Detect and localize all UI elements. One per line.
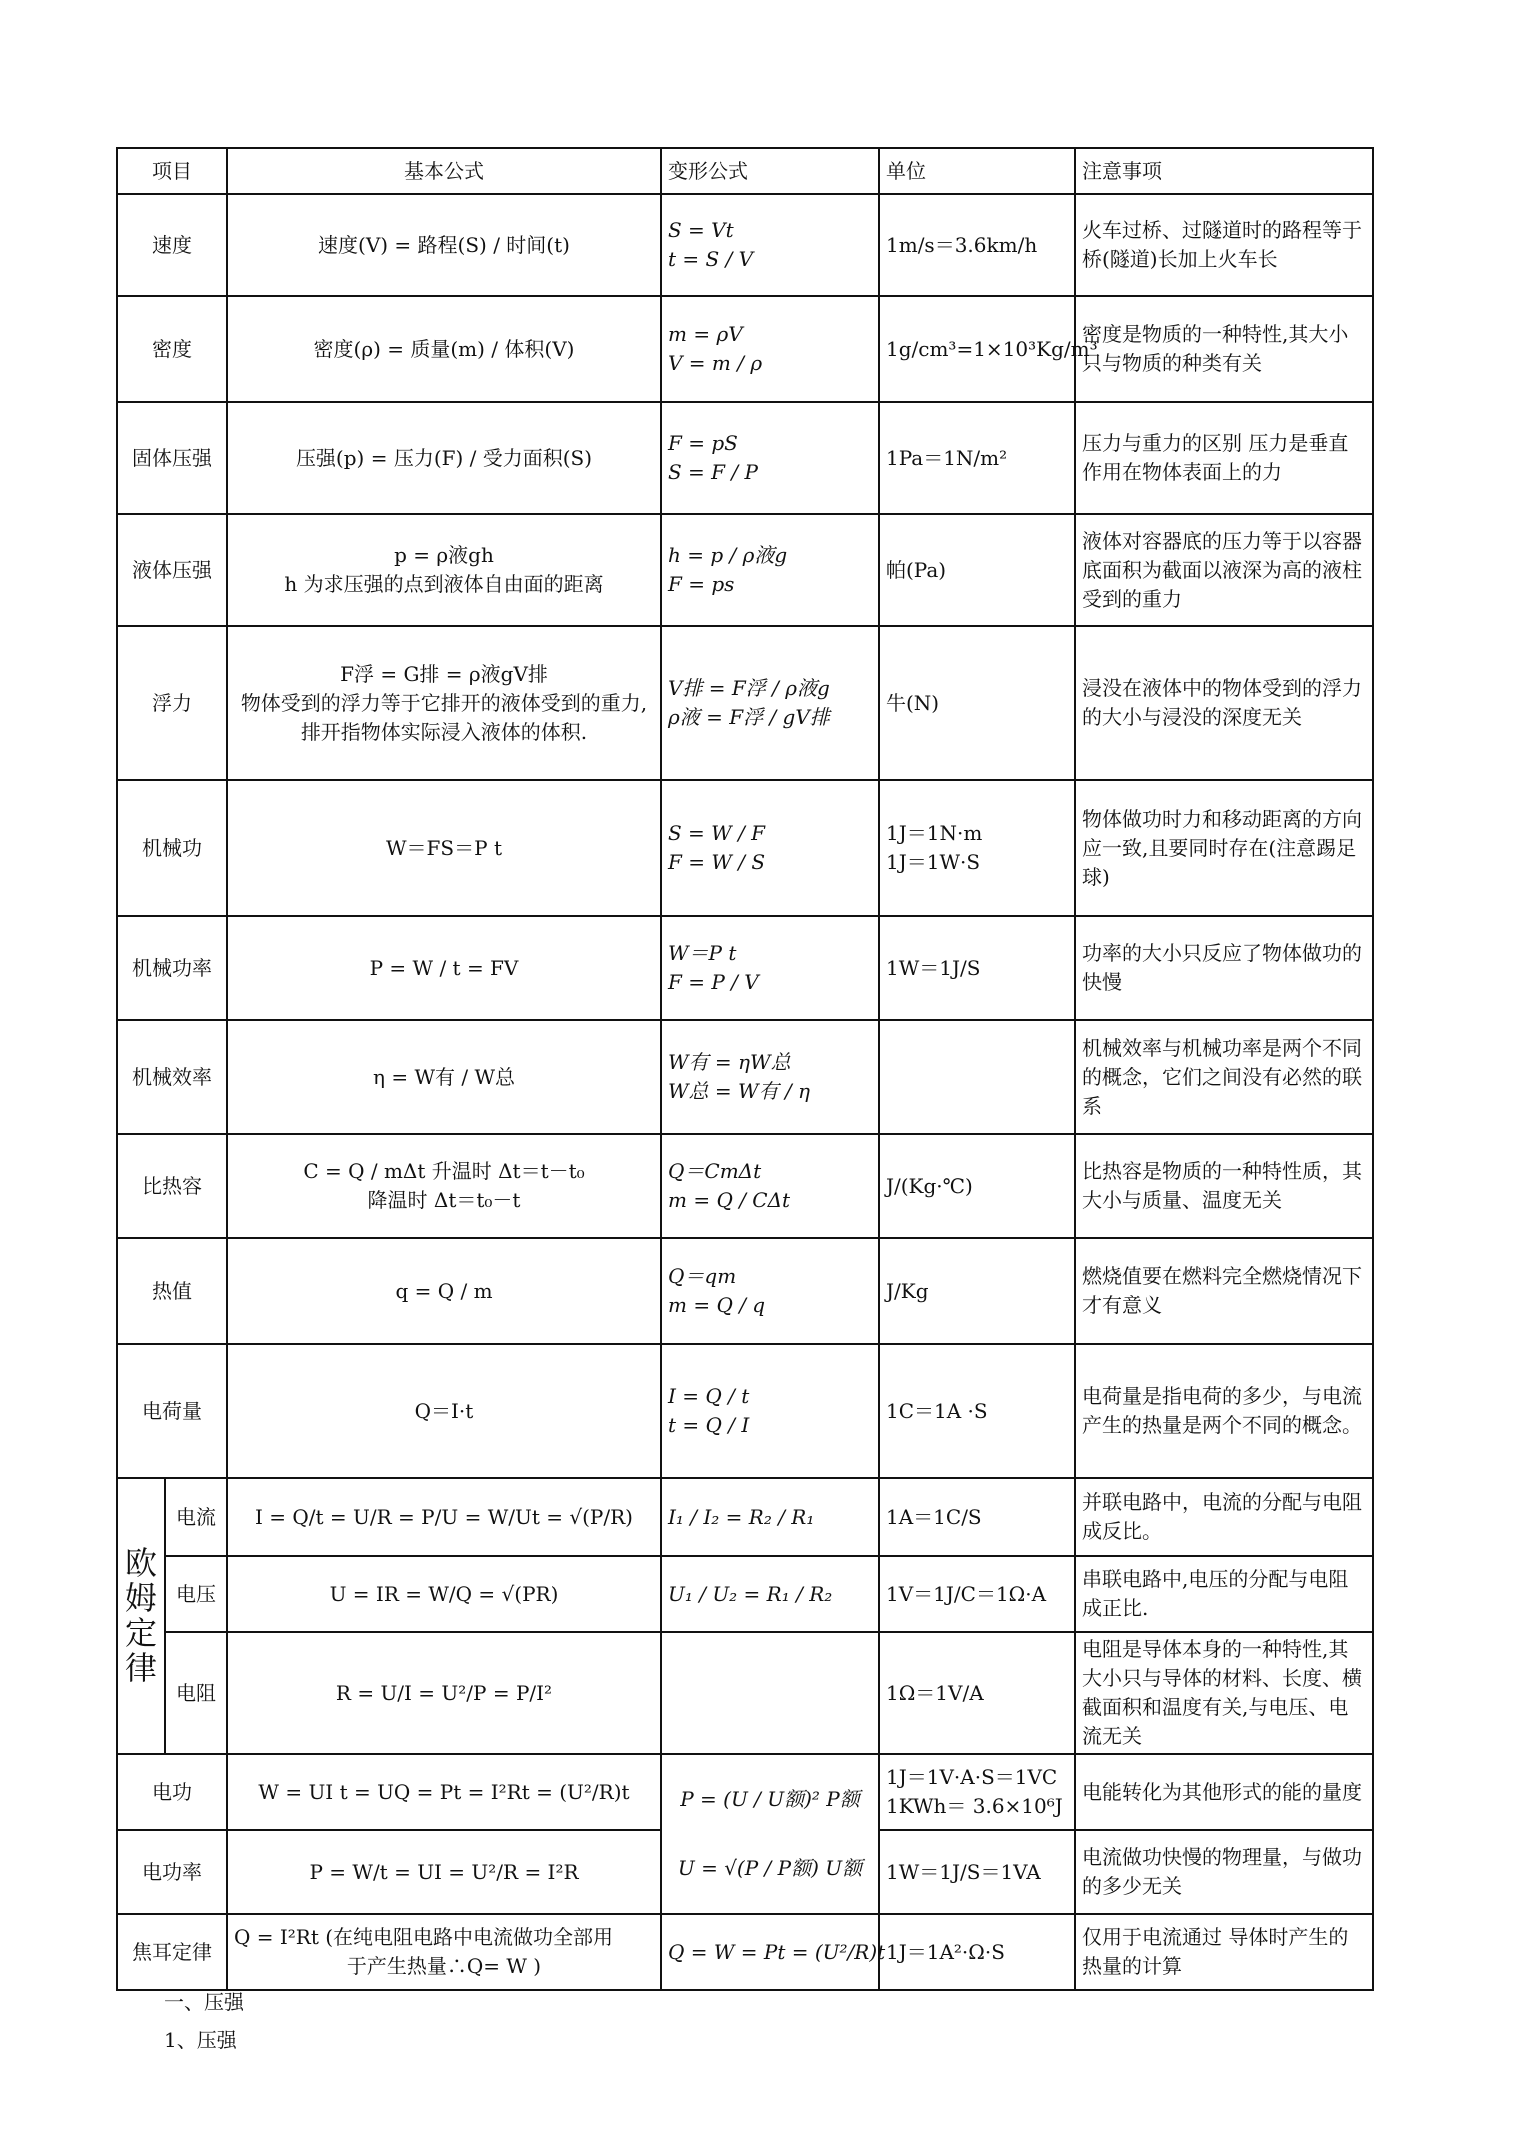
note-text: 燃烧值要在燃料完全燃烧情况下才有意义	[1082, 1264, 1362, 1317]
unit-line: 1g/cm³=1×10³Kg/m³	[886, 336, 1098, 361]
unit-cell	[879, 1556, 1075, 1632]
formula-line: t = S / V	[668, 247, 754, 271]
formula-line: W＝FS＝P t	[386, 835, 502, 860]
formula-line: 于产生热量∴Q= W )	[346, 1954, 542, 1978]
item-cell: 电压	[165, 1556, 227, 1632]
item-cell: 密度	[117, 296, 227, 402]
formula-note: h 为求压强的点到液体自由面的距离	[284, 572, 604, 596]
item-cell: 机械功	[117, 780, 227, 916]
formula-line: q = Q / m	[395, 1278, 493, 1303]
formula-line: F = P / V	[668, 970, 759, 994]
unit-line: 1Ω＝1V/A	[886, 1680, 984, 1705]
transformed-formula	[661, 1020, 879, 1134]
formula-line: W＝P t	[668, 941, 737, 965]
row-solid-pressure	[117, 402, 1373, 514]
note-cell	[1075, 1478, 1373, 1556]
formula-line: m = Q / q	[668, 1293, 766, 1317]
unit-line: J/Kg	[886, 1278, 929, 1303]
unit-cell	[879, 194, 1075, 296]
basic-formula	[227, 1020, 661, 1134]
note-text: 浸没在液体中的物体受到的浮力的大小与浸没的深度无关	[1082, 676, 1362, 729]
unit-line: 1W＝1J/S	[886, 955, 981, 980]
transformed-formula	[661, 780, 879, 916]
formula-line: ρ液 = F浮 / gV排	[668, 705, 830, 729]
note-text: 火车过桥、过隧道时的路程等于桥(隧道)长加上火车长	[1082, 218, 1362, 271]
note-text: 功率的大小只反应了物体做功的快慢	[1082, 941, 1362, 994]
transformed-formula	[661, 194, 879, 296]
transformed-formula	[661, 1134, 879, 1238]
basic-formula	[227, 1754, 661, 1830]
formula-line: 压强(p) = 压力(F) / 受力面积(S)	[295, 445, 593, 470]
transformed-formula	[661, 1238, 879, 1344]
formula-line: C = Q / mΔt 升温时 Δt＝t－t₀	[303, 1159, 585, 1183]
unit-line: 1J＝1V·A·S＝1VC	[886, 1765, 1058, 1789]
note-cell	[1075, 1238, 1373, 1344]
unit-line: 1W＝1J/S＝1VA	[886, 1859, 1041, 1884]
basic-formula	[227, 194, 661, 296]
row-electric-work	[117, 1754, 1373, 1830]
transformed-formula	[661, 1478, 879, 1556]
row-speed	[117, 194, 1373, 296]
section-heading: 一、压强	[164, 1990, 244, 2014]
unit-cell	[879, 296, 1098, 402]
formula-line: 降温时 Δt＝t₀－t	[367, 1188, 521, 1212]
item-cell: 液体压强	[117, 514, 227, 626]
note-cell	[1075, 194, 1373, 296]
transformed-formula	[661, 1556, 879, 1632]
formula-line: W总 = W有 / η	[668, 1079, 811, 1103]
note-text: 仅用于电流通过 导体时产生的热量的计算	[1082, 1925, 1349, 1978]
transformed-formula	[661, 916, 879, 1020]
formula-line: p = ρ液gh	[394, 543, 494, 567]
item-cell: 电阻	[165, 1632, 227, 1754]
basic-formula	[227, 1344, 661, 1478]
note-cell	[1075, 514, 1373, 626]
formula-line: F = ps	[668, 572, 735, 596]
unit-cell	[879, 780, 1075, 916]
formula-line: R = U/I = U²/P = P/I²	[335, 1680, 553, 1705]
note-text: 并联电路中，电流的分配与电阻成反比。	[1082, 1490, 1362, 1543]
unit-line: 牛(N)	[886, 690, 940, 715]
header-unit: 单位	[879, 148, 1075, 194]
basic-formula	[227, 1134, 661, 1238]
formula-line: h = p / ρ液g	[668, 543, 788, 567]
formula-line: S = Vt	[668, 218, 734, 242]
unit-cell	[879, 1830, 1075, 1914]
item-cell: 机械效率	[117, 1020, 227, 1134]
row-density	[117, 296, 1373, 402]
row-power	[117, 916, 1373, 1020]
header-notes: 注意事项	[1075, 148, 1373, 194]
note-cell	[1075, 1754, 1373, 1830]
basic-formula	[227, 402, 661, 514]
formula-line: F = W / S	[668, 850, 766, 874]
unit-cell	[879, 626, 1075, 780]
item-cell: 电流	[165, 1478, 227, 1556]
row-work	[117, 780, 1373, 916]
transformed-formula	[661, 514, 879, 626]
row-joule	[117, 1914, 1373, 1990]
unit-cell	[879, 402, 1075, 514]
item-cell: 机械功率	[117, 916, 227, 1020]
item-cell: 比热容	[117, 1134, 227, 1238]
item-cell: 焦耳定律	[117, 1914, 227, 1990]
header-transformed: 变形公式	[661, 148, 879, 194]
unit-line: 1m/s＝3.6km/h	[886, 232, 1038, 257]
basic-formula	[227, 780, 661, 916]
row-current	[117, 1478, 1373, 1556]
item-cell: 速度	[117, 194, 227, 296]
note-text: 压力与重力的区别 压力是垂直作用在物体表面上的力	[1082, 431, 1349, 484]
subsection-heading: 1、压强	[164, 2028, 237, 2052]
formula-line: η = W有 / W总	[372, 1064, 516, 1089]
unit-line: 1J＝1W·S	[886, 850, 981, 874]
unit-cell	[879, 1754, 1075, 1830]
unit-line: 1KWh＝ 3.6×10⁶J	[886, 1794, 1063, 1818]
row-buoyancy	[117, 626, 1373, 780]
unit-cell	[879, 1914, 1075, 1990]
unit-cell	[879, 514, 1075, 626]
basic-formula	[227, 626, 661, 780]
note-cell	[1075, 1020, 1373, 1134]
formula-line: t = Q / I	[668, 1413, 750, 1437]
note-text: 电能转化为其他形式的能的量度	[1082, 1779, 1362, 1804]
formula-line: m = Q / CΔt	[668, 1188, 791, 1212]
unit-cell	[879, 1478, 1075, 1556]
formula-line: U₁ / U₂ = R₁ / R₂	[668, 1581, 833, 1606]
transformed-formula	[661, 1632, 879, 1754]
row-resistance	[117, 1632, 1373, 1754]
note-text: 密度是物质的一种特性,其大小只与物质的种类有关	[1082, 322, 1349, 375]
formula-line: P = (U / U额)² P额	[680, 1787, 860, 1811]
item-cell: 电功率	[117, 1830, 227, 1914]
transformed-formula	[661, 1754, 879, 1914]
formula-line: 密度(ρ) = 质量(m) / 体积(V)	[313, 336, 575, 361]
basic-formula	[227, 296, 661, 402]
row-efficiency	[117, 1020, 1373, 1134]
note-text: 物体做功时力和移动距离的方向应一致,且要同时存在(注意踢足球)	[1082, 806, 1362, 889]
formula-line: U = √(P / P额) U额	[677, 1856, 863, 1880]
transformed-formula	[661, 1344, 879, 1478]
formula-line: F = pS	[668, 431, 738, 455]
unit-line: 1C＝1A ·S	[886, 1398, 988, 1423]
basic-formula	[227, 1556, 661, 1632]
header-row	[117, 148, 1373, 194]
unit-cell	[879, 1632, 1075, 1754]
note-text: 机械效率与机械功率是两个不同的概念，它们之间没有必然的联系	[1082, 1035, 1362, 1118]
note-cell	[1075, 1134, 1373, 1238]
formula-note: 物体受到的浮力等于它排开的液体受到的重力,排开指物体实际浸入液体的体积.	[240, 690, 648, 744]
note-text: 串联电路中,电压的分配与电阻成正比.	[1082, 1567, 1349, 1620]
basic-formula	[227, 1632, 661, 1754]
basic-formula	[227, 1478, 661, 1556]
unit-line: 1Pa＝1N/m²	[886, 445, 1008, 470]
unit-line: 1J＝1A²·Ω·S	[886, 1939, 1005, 1964]
transformed-formula	[661, 626, 879, 780]
basic-formula	[227, 1914, 661, 1990]
note-cell	[1075, 1344, 1373, 1478]
note-cell	[1075, 780, 1373, 916]
note-cell	[1075, 1632, 1373, 1754]
note-text: 液体对容器底的压力等于以容器底面积为截面以液深为高的液柱受到的重力	[1082, 528, 1362, 611]
note-cell	[1075, 916, 1373, 1020]
formula-line: 速度(V) = 路程(S) / 时间(t)	[318, 232, 570, 257]
item-cell: 电荷量	[117, 1344, 227, 1478]
formula-line: V = m / ρ	[668, 351, 763, 375]
unit-line: 1J＝1N·m	[886, 821, 983, 845]
basic-formula	[227, 514, 661, 626]
row-liquid-pressure	[117, 514, 1373, 626]
note-text: 电阻是导体本身的一种特性,其大小只与导体的材料、长度、横截面积和温度有关,与电压、电流无关	[1082, 1637, 1362, 1748]
unit-cell	[879, 1020, 1075, 1134]
unit-cell	[879, 1134, 1075, 1238]
note-cell	[1075, 296, 1373, 402]
formula-line: S = F / P	[668, 460, 758, 484]
formula-line: W有 = ηW总	[668, 1050, 791, 1074]
formula-line: P = W / t = FV	[369, 955, 519, 980]
header-basic: 基本公式	[227, 148, 661, 194]
basic-formula	[227, 1238, 661, 1344]
unit-line: 1A＝1C/S	[886, 1504, 982, 1529]
unit-line: 帕(Pa)	[886, 557, 947, 582]
note-cell	[1075, 1556, 1373, 1632]
formula-table	[116, 147, 1374, 1991]
unit-cell	[879, 1344, 1075, 1478]
basic-formula	[227, 916, 661, 1020]
note-cell	[1075, 1830, 1373, 1914]
formula-line: P = W/t = UI = U²/R = I²R	[309, 1859, 579, 1884]
item-cell: 固体压强	[117, 402, 227, 514]
formula-line: I = Q/t = U/R = P/U = W/Ut = √(P/R)	[255, 1504, 633, 1529]
formula-line: U = IR = W/Q = √(PR)	[329, 1581, 559, 1606]
formula-line: V排 = F浮 / ρ液g	[668, 676, 830, 700]
note-cell	[1075, 1914, 1373, 1990]
transformed-formula	[661, 402, 879, 514]
note-text: 电流做功快慢的物理量，与做功的多少无关	[1082, 1845, 1362, 1898]
row-voltage	[117, 1556, 1373, 1632]
formula-line: I₁ / I₂ = R₂ / R₁	[668, 1504, 815, 1529]
formula-line: Q＝I·t	[414, 1398, 474, 1423]
note-text: 比热容是物质的一种特性质，其大小与质量、温度无关	[1082, 1159, 1362, 1212]
formula-line: I = Q / t	[668, 1384, 750, 1408]
row-specific-heat	[117, 1134, 1373, 1238]
unit-line: 1V＝1J/C＝1Ω·A	[886, 1581, 1047, 1606]
note-cell	[1075, 626, 1373, 780]
formula-line: Q = I²Rt (在纯电阻电路中电流做功全部用	[234, 1925, 614, 1949]
transformed-formula	[661, 1914, 886, 1990]
formula-line: F浮 = G排 = ρ液gV排	[340, 661, 548, 686]
formula-line: Q = W = Pt = (U²/R)t	[668, 1939, 886, 1964]
formula-line: Q＝qm	[668, 1264, 737, 1288]
note-cell	[1075, 402, 1373, 514]
note-text: 电荷量是指电荷的多少，与电流产生的热量是两个不同的概念。	[1082, 1384, 1362, 1437]
formula-line: Q＝CmΔt	[668, 1159, 762, 1183]
unit-line: J/(Kg·℃)	[886, 1173, 973, 1198]
ohm-law-label: 欧姆定律	[117, 1478, 165, 1754]
formula-line: m = ρV	[668, 322, 743, 346]
unit-cell	[879, 1238, 1075, 1344]
row-charge	[117, 1344, 1373, 1478]
item-cell: 热值	[117, 1238, 227, 1344]
item-cell: 电功	[117, 1754, 227, 1830]
item-cell: 浮力	[117, 626, 227, 780]
unit-cell	[879, 916, 1075, 1020]
formula-line: W = UI t = UQ = Pt = I²Rt = (U²/R)t	[258, 1779, 630, 1804]
basic-formula	[227, 1830, 661, 1914]
transformed-formula	[661, 296, 879, 402]
header-item: 项目	[117, 148, 227, 194]
row-heat-value	[117, 1238, 1373, 1344]
formula-line: S = W / F	[668, 821, 766, 845]
